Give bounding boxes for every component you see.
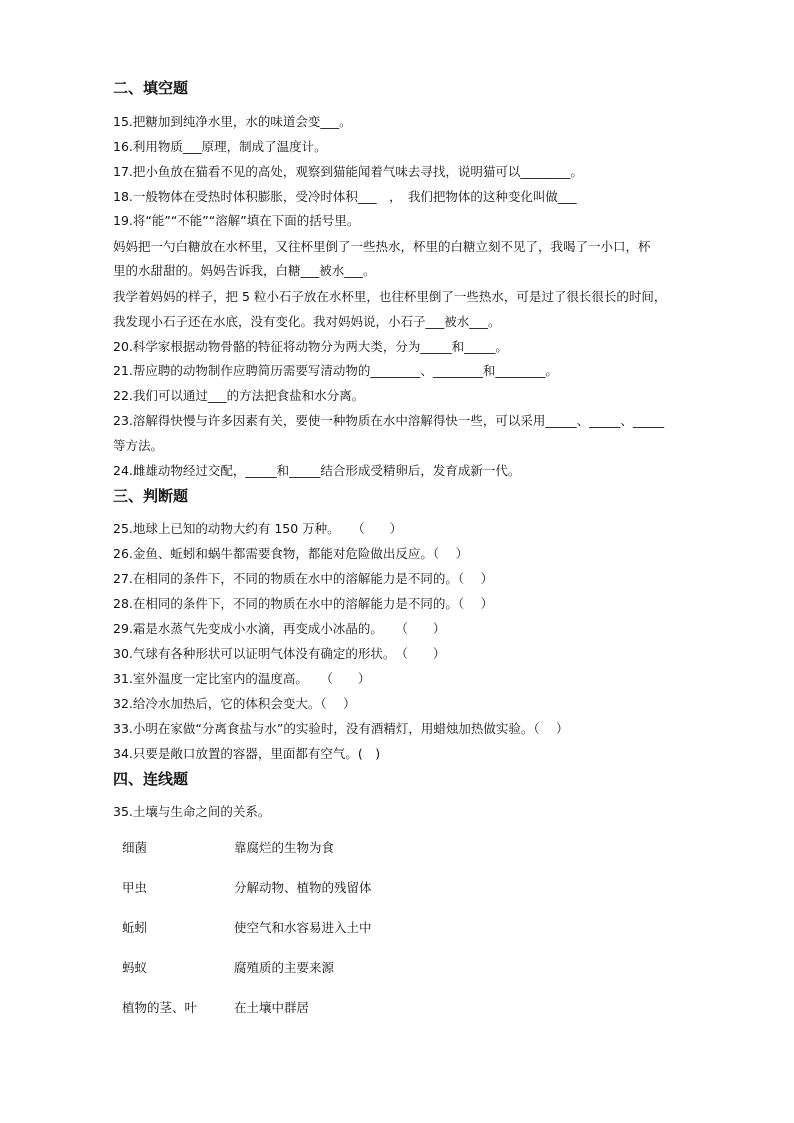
question-16: 16.利用物质___原理，制成了温度计。 xyxy=(113,139,327,154)
question-23: 23.溶解得快慢与许多因素有关，要使一种物质在水中溶解得快一些，可以采用_____、_____、_____ xyxy=(113,413,665,428)
question-32: 32.给冷水加热后，它的体积会变大。（ ） xyxy=(113,696,356,711)
match-left-item: 植物的茎、叶 xyxy=(122,1000,198,1015)
match-left-item: 蚂蚁 xyxy=(122,960,148,975)
match-right-item: 使空气和水容易进入土中 xyxy=(234,920,372,935)
question-33: 33.小明在家做“分离食盐与水”的实验时，没有酒精灯，用蜡烛加热做实验。（ ） xyxy=(113,721,569,736)
question-31: 31.室外温度一定比室内的温度高。 （ ） xyxy=(113,671,371,686)
match-left-item: 甲虫 xyxy=(122,880,148,895)
question-20: 20.科学家根据动物骨骼的特征将动物分为两大类，分为_____和_____。 xyxy=(113,339,508,354)
match-right-item: 分解动物、植物的残留体 xyxy=(234,880,372,895)
section-heading-fill: 二、填空题 xyxy=(113,79,189,97)
question-21: 21.帮应聘的动物制作应聘简历需要写清动物的________、________和________。 xyxy=(113,363,558,378)
question-19-passage-line-1: 妈妈把一勺白糖放在水杯里，又往杯里倒了一些热水，杯里的白糖立刻不见了，我喝了一小口，杯 xyxy=(113,239,651,254)
question-28: 28.在相同的条件下，不同的物质在水中的溶解能力是不同的。（ ） xyxy=(113,596,494,611)
question-34: 34.只要是敞口放置的容器，里面都有空气。( ) xyxy=(113,746,381,761)
match-left-item: 蚯蚓 xyxy=(122,920,148,935)
question-22: 22.我们可以通过___的方法把食盐和水分离。 xyxy=(113,388,365,403)
match-right-item: 腐殖质的主要来源 xyxy=(234,960,335,975)
question-26: 26.金鱼、蚯蚓和蜗牛都需要食物，都能对危险做出反应。（ ） xyxy=(113,546,469,561)
question-27: 27.在相同的条件下，不同的物质在水中的溶解能力是不同的。（ ） xyxy=(113,571,494,586)
question-19-passage-line-3: 我学着妈妈的样子，把 5 粒小石子放在水杯里，也往杯里倒了一些热水，可是过了很长很长的时间， xyxy=(113,289,667,304)
question-25: 25.地球上已知的动物大约有 150 万种。 （ ） xyxy=(113,521,403,536)
section-heading-match: 四、连线题 xyxy=(113,770,189,788)
question-19-passage-line-4: 我发现小石子还在水底，没有变化。我对妈妈说，小石子___被水___。 xyxy=(113,314,501,329)
question-35: 35.土壤与生命之间的关系。 xyxy=(113,804,271,819)
question-19: 19.将“能”“不能”“溶解”填在下面的括号里。 xyxy=(113,213,360,228)
question-18: 18.一般物体在受热时体积膨胀，受冷时体积___ ， 我们把物体的这种变化叫做___ xyxy=(113,189,577,204)
section-heading-judge: 三、判断题 xyxy=(113,487,189,505)
question-19-passage-line-2: 里的水甜甜的。妈妈告诉我，白糖___被水___。 xyxy=(113,263,376,278)
match-right-item: 在土壤中群居 xyxy=(234,1000,310,1015)
question-30: 30.气球有各种形状可以证明气体没有确定的形状。 （ ） xyxy=(113,646,446,661)
question-29: 29.霜是水蒸气先变成小水滴，再变成小冰晶的。 （ ） xyxy=(113,621,446,636)
question-17: 17.把小鱼放在猫看不见的高处，观察到猫能闻着气味去寻找，说明猫可以________。 xyxy=(113,164,583,179)
question-15: 15.把糖加到纯净水里，水的味道会变___。 xyxy=(113,114,352,129)
question-23-continued: 等方法。 xyxy=(113,438,164,453)
match-left-item: 细菌 xyxy=(122,840,148,855)
question-24: 24.雌雄动物经过交配，_____和_____结合形成受精卵后，发育成新一代。 xyxy=(113,463,521,478)
match-right-item: 靠腐烂的生物为食 xyxy=(234,840,335,855)
